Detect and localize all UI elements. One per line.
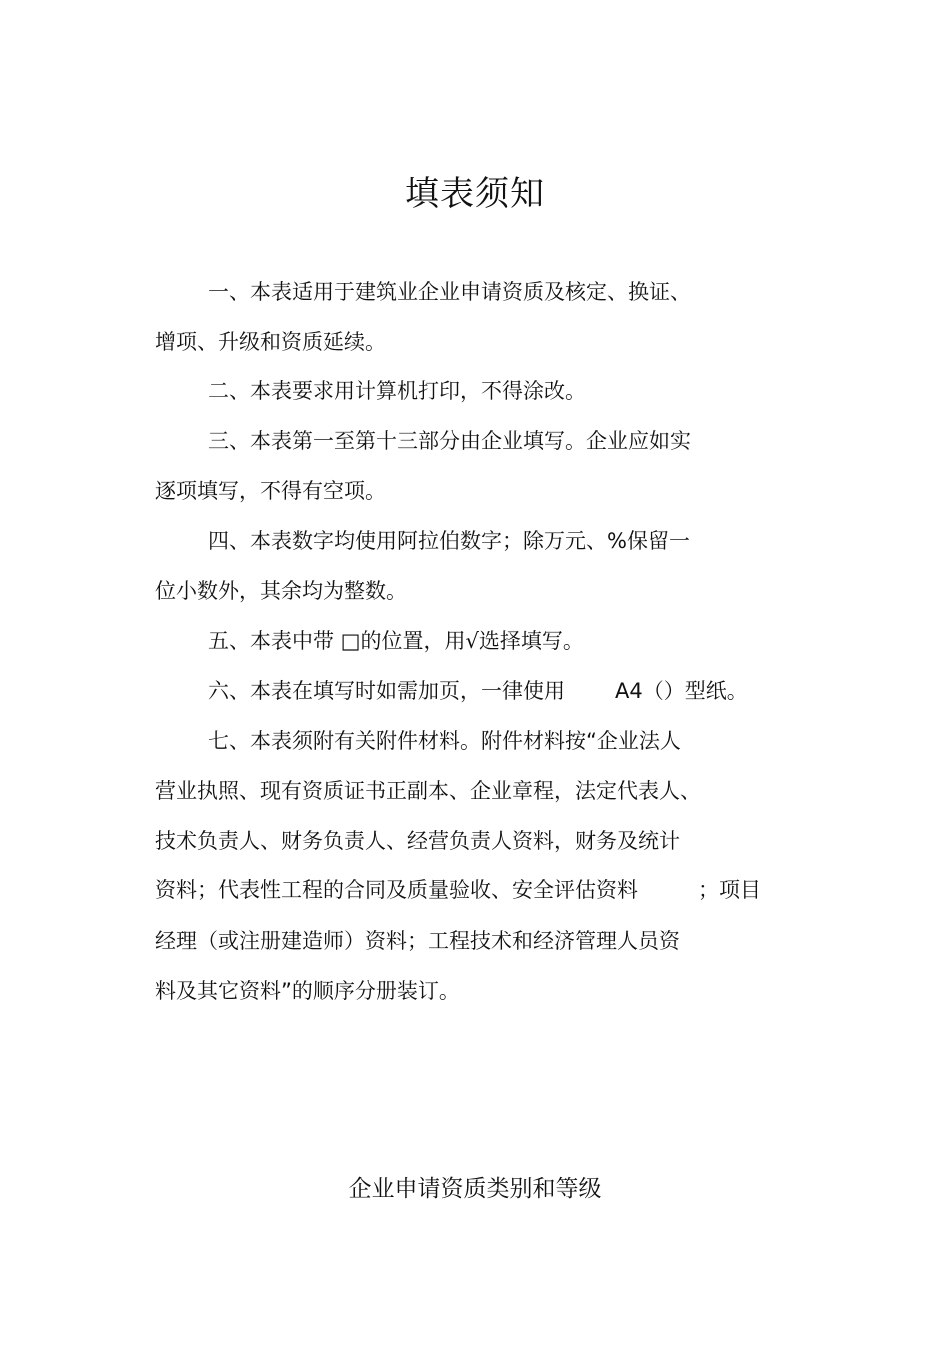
- notice-line-5: 逐项填写，不得有空项。: [155, 479, 386, 503]
- section-heading: 企业申请资质类别和等级: [348, 1176, 602, 1202]
- notice-line-13-tail: ；项目: [698, 878, 761, 902]
- notice-line-13-text: 资料；代表性工程的合同及质量验收、安全评估资料: [155, 878, 638, 902]
- notice-line-15: 料及其它资料”的顺序分册装订。: [155, 979, 460, 1003]
- notice-line-2: 增项、升级和资质延续。: [155, 330, 386, 354]
- notice-line-1: 一、本表适用于建筑业企业申请资质及核定、换证、: [208, 280, 691, 304]
- page-title: 填表须知: [405, 174, 545, 214]
- notice-line-10: 七、本表须附有关附件材料。附件材料按“企业法人: [208, 729, 681, 753]
- notice-line-9-text: 六、本表在填写时如需加页，一律使用: [208, 679, 565, 703]
- notice-line-6: 四、本表数字均使用阿拉伯数字；除万元、%保留一: [208, 529, 690, 553]
- notice-line-14: 经理（或注册建造师）资料；工程技术和经济管理人员资: [155, 929, 680, 953]
- paper-size-text: A4（）型纸。: [615, 679, 748, 703]
- notice-line-13: [155, 875, 761, 905]
- notice-line-12: 技术负责人、财务负责人、经营负责人资料，财务及统计: [155, 829, 680, 853]
- notice-line-11: 营业执照、现有资质证书正副本、企业章程，法定代表人、: [155, 779, 701, 803]
- notice-line-7: 位小数外，其余均为整数。: [155, 579, 407, 603]
- notice-line-4: 三、本表第一至第十三部分由企业填写。企业应如实: [208, 429, 691, 453]
- notice-line-9: [208, 676, 748, 706]
- notice-line-8: 五、本表中带 □的位置，用√选择填写。: [208, 629, 584, 653]
- notice-line-3: 二、本表要求用计算机打印，不得涂改。: [208, 379, 586, 403]
